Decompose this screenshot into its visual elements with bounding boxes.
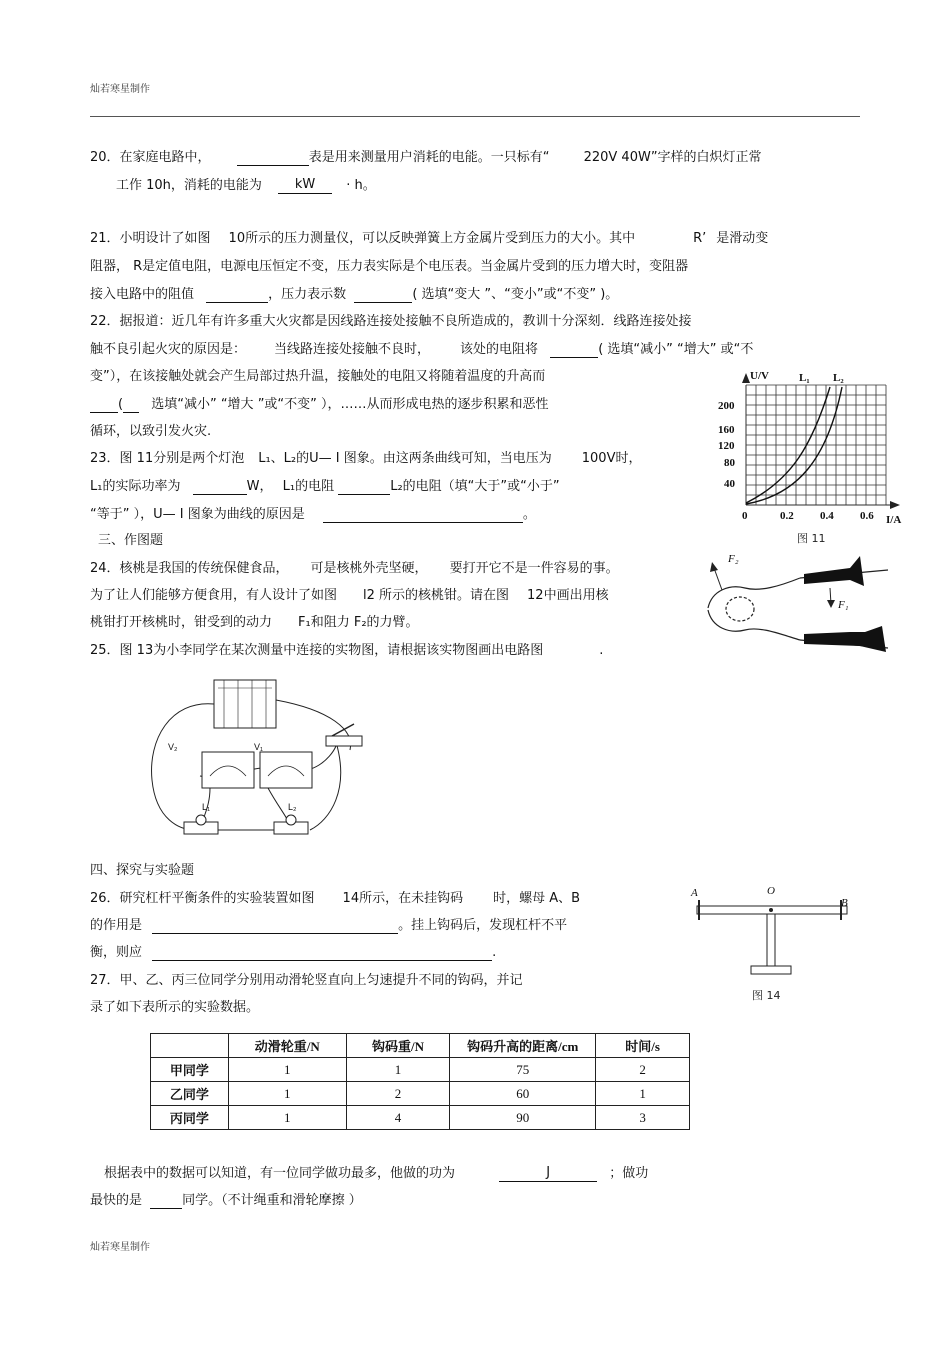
table-cell: 75 [450, 1058, 596, 1082]
q26-line1: 26．研究杠杆平衡条件的实验装置如图 14所示，在未挂钩码 时，螺母 A、B [90, 891, 581, 906]
switch [326, 736, 362, 746]
table-row [151, 1058, 690, 1082]
x-tick-0: 0 [742, 510, 748, 522]
q20-line1 [90, 150, 762, 166]
section-4-title: 四、探究与实验题 [90, 863, 195, 878]
q20-text-b: 表是用来测量用户消耗的电能。一只标有“ [308, 150, 550, 165]
table-header-cell: 动滑轮重/N [228, 1034, 346, 1058]
table-header-row [151, 1034, 690, 1058]
q20-text-a: 20．在家庭电路中， [90, 150, 211, 165]
figure-11-ui-graph [712, 365, 902, 545]
q21-line3: 接入电路中的阻值 ，压力表示数 ( 选填“变大 ”、“变小”或“不变” )。 [90, 287, 619, 302]
q22-line5: 循环，以致引发火灾. [90, 424, 212, 439]
y-axis-label: U/V [750, 370, 769, 382]
q22-blank-1[interactable] [550, 357, 598, 358]
q23-blank-power[interactable] [193, 494, 247, 495]
q20-blank-meter[interactable] [237, 165, 309, 166]
q23-blank-compare[interactable] [338, 494, 390, 495]
q26-blank-purpose[interactable] [152, 933, 398, 934]
table-header-cell: 钩码重/N [346, 1034, 450, 1058]
curve-l2 [746, 387, 842, 504]
label-l2: L₂ [288, 802, 297, 812]
y-tick-160: 160 [718, 424, 735, 436]
label-o: O [767, 885, 775, 897]
battery-box [214, 680, 276, 728]
table-cell: 1 [596, 1082, 690, 1106]
table-cell: 2 [346, 1082, 450, 1106]
table-row-label: 丙同学 [151, 1106, 229, 1130]
upper-handle [804, 556, 864, 586]
figure-14-lever [685, 880, 855, 980]
lever-base [751, 966, 791, 974]
arrow-f2-icon [710, 562, 718, 572]
q22-line1: 22．据报道：近几年有许多重大火灾都是因线路连接处接触不良所造成的，教训十分深刻．线路连接处接 [90, 314, 692, 329]
figure-13-circuit [140, 670, 370, 845]
table-cell: 1 [228, 1058, 346, 1082]
figure-11-caption: 图 11 [797, 532, 826, 545]
header-rule [90, 116, 860, 117]
q21-blank-reading[interactable] [354, 302, 412, 303]
table-cell: 60 [450, 1082, 596, 1106]
y-tick-40: 40 [724, 478, 735, 490]
q27-line4: 最快的是 同学。（不计绳重和滑轮摩擦 ） [90, 1193, 362, 1208]
q22-line2: 触不良引起火灾的原因是： 当线路连接处接触不良时， 该处的电阻将 ( 选填“减小” “增大” 或“不 [90, 342, 754, 357]
q22-line3: 变”），在该接触处就会产生局部过热升温，接触处的电阻又将随着温度的升高而 [90, 369, 546, 384]
table-cell: 1 [228, 1082, 346, 1106]
table-cell: 1 [346, 1058, 450, 1082]
q25-line1: 25．图 13为小李同学在某次测量中连接的实物图，请根据该实物图画出电路图 . [90, 643, 604, 658]
label-f1: F₁ [838, 599, 849, 611]
table-cell: 3 [596, 1106, 690, 1130]
curve-l2-label: L₂ [833, 372, 844, 384]
label-v2: V₂ [168, 742, 178, 752]
q20-text-d: 工作 10h，消耗的电能为 [116, 178, 262, 193]
x-tick-0.2: 0.2 [780, 510, 794, 522]
table-row-label: 乙同学 [151, 1082, 229, 1106]
table-header-cell: 时间/s [596, 1034, 690, 1058]
y-tick-120: 120 [718, 440, 735, 452]
voltmeter-v1 [260, 752, 312, 788]
q23-line2: L₁的实际功率为 W， L₁的电阻 L₂的电阻（填“大于”或“小于” [90, 479, 560, 494]
q20-blank-energy[interactable]: kW [278, 177, 332, 194]
arrow-f1-icon [827, 600, 835, 608]
table-cell: 2 [596, 1058, 690, 1082]
q27-blank-fastest[interactable] [150, 1208, 182, 1209]
q20-text-e: · h。 [346, 178, 376, 193]
q21-line1: 21．小明设计了如图 10所示的压力测量仪，可以反映弹簧上方金属片受到压力的大小。其中 R’ 是滑动变 [90, 231, 769, 246]
section-3-title: 三、作图题 [98, 533, 164, 548]
header-maker: 灿若寒星制作 [90, 84, 150, 95]
q27-line1: 27．甲、乙、丙三位同学分别用动滑轮竖直向上匀速提升不同的钩码，并记 [90, 973, 523, 988]
table-row-label: 甲同学 [151, 1058, 229, 1082]
q23-line3: “等于” ），U— I 图象为曲线的原因是 。 [90, 507, 536, 522]
q23-line1: 23．图 11分别是两个灯泡 L₁、L₂的U— I 图象。由这两条曲线可知，当电压为 100V时， [90, 451, 642, 466]
q21-blank-resistance[interactable] [206, 302, 268, 303]
table-row [151, 1082, 690, 1106]
y-tick-80: 80 [724, 457, 735, 469]
x-tick-0.4: 0.4 [820, 510, 834, 522]
q27-line2: 录了如下表所示的实验数据。 [90, 1000, 260, 1015]
q24-line2: 为了让人们能够方便食用，有人设计了如图 l2 所示的核桃钳。请在图 12中画出用核 [90, 588, 609, 603]
table-header-cell [151, 1034, 229, 1058]
x-axis-label: I/A [886, 514, 902, 526]
label-a: A [691, 887, 698, 899]
lower-handle [804, 626, 886, 652]
q20-text-c: 220V 40W”字样的白炽灯正常 [583, 150, 762, 165]
q26-line2: 的作用是 。挂上钩码后，发现杠杆不平 [90, 918, 568, 933]
q24-line1: 24．核桃是我国的传统保健食品， 可是核桃外壳坚硬， 要打开它不是一件容易的事。 [90, 561, 619, 576]
lever-stand [767, 914, 775, 966]
q21-line2: 阻器， R是定值电阻，电源电压恒定不变，压力表实际是个电压表。当金属片受到的压力增大时，变阻器 [90, 259, 689, 274]
table-cell: 90 [450, 1106, 596, 1130]
table-cell: 4 [346, 1106, 450, 1130]
table-header-cell: 钩码升高的距离/cm [450, 1034, 596, 1058]
table-row [151, 1106, 690, 1130]
table-cell: 1 [228, 1106, 346, 1130]
footer-maker: 灿若寒星制作 [90, 1242, 150, 1253]
q27-blank-work[interactable]: J [499, 1165, 597, 1182]
figure-12-nutcracker [700, 548, 895, 668]
q23-blank-reason[interactable] [323, 522, 523, 523]
label-l1: L₁ [202, 802, 211, 812]
y-tick-200: 200 [718, 400, 735, 412]
x-axis-arrow-icon [890, 501, 900, 509]
q22-blank-2[interactable] [90, 412, 118, 413]
q27-line3: 根据表中的数据可以知道，有一位同学做功最多，他做的功为 J ；做功 [104, 1165, 649, 1181]
q20-line2 [116, 177, 376, 194]
q26-blank-action[interactable] [152, 960, 492, 961]
label-v1: V₁ [254, 742, 264, 752]
q22-line4: ( 选填“减小” “增大 ”或“不变” ），……从而形成电热的逐步积累和恶性 [90, 397, 549, 413]
q26-line3: 衡，则应 . [90, 945, 497, 960]
label-b: B [841, 897, 848, 909]
y-axis-arrow-icon [742, 373, 750, 383]
label-f2: F₂ [728, 553, 739, 565]
q24-line3: 桃钳打开核桃时，钳受到的动力 F₁和阻力 F₂的力臂。 [90, 615, 419, 630]
data-table [150, 1033, 690, 1130]
curve-l1-label: L₁ [799, 372, 810, 384]
figure-14-caption: 图 14 [752, 989, 781, 1002]
x-tick-0.6: 0.6 [860, 510, 874, 522]
voltmeter-v2 [202, 752, 254, 788]
